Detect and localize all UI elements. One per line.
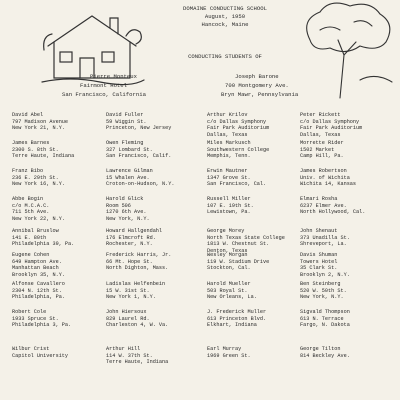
student-address-line: 814 Beckley Ave. (300, 352, 350, 359)
student-name: David Fuller (106, 112, 144, 118)
student-address-line: 1270 6th Ave. (106, 209, 147, 216)
student-address-line: Lewistown, Pa. (207, 209, 251, 216)
page-title: CONDUCTING STUDENTS OF (188, 53, 262, 60)
student-address-line: Denton, Texas (207, 247, 248, 254)
student-address-line: 520 W. 50th St. (300, 287, 347, 294)
student-name: Wilbur Crist (12, 346, 50, 352)
student-address-line: 66 Mt. Hope St. (106, 258, 153, 265)
student-name: Franz Bibo (12, 168, 44, 174)
student-name: Arthur Krilov (207, 112, 248, 118)
teacher-left-city: San Francisco, California (62, 91, 146, 98)
student-address-line: 6237 Elmer Ave. (300, 202, 347, 209)
student-entry (207, 309, 266, 329)
student-address-line: Manhattan Beach (12, 265, 59, 272)
student-address-line: 1813 W. Chestnut St. (207, 241, 270, 248)
student-address-line: Philadelphia, Pa. (12, 294, 65, 301)
student-address-line: Southwestern College (207, 146, 270, 153)
student-entry (106, 252, 171, 272)
student-address-line: Dallas, Texas (207, 131, 248, 138)
student-entry (106, 281, 165, 301)
student-address-line: Fair Park Auditorium (207, 125, 270, 132)
student-entry (300, 346, 350, 359)
student-address-line: c/o M.C.A.C. (12, 202, 50, 209)
student-name: Lawrence Gilman (106, 168, 153, 174)
student-entry (12, 168, 65, 188)
student-address-line: Elkhart, Indiana (207, 322, 257, 329)
place: Hancock, Maine (201, 21, 249, 28)
student-address-line: Philadelphia 3, Pa. (12, 322, 72, 329)
student-address-line: New York 1, N.Y. (106, 294, 156, 301)
student-entry (300, 228, 350, 248)
student-address-line: 236 E. 29th St. (12, 174, 59, 181)
student-entry (300, 168, 356, 188)
student-entry (106, 228, 162, 248)
student-entry (12, 252, 65, 278)
student-address-line: Philadelphia 39, Pa. (12, 241, 75, 248)
student-entry (12, 196, 65, 222)
student-name: Alfonse Cavallero (12, 281, 65, 287)
student-name: John Hiersoux (106, 309, 147, 315)
student-entry (300, 112, 362, 138)
teacher-right-city: Bryn Mawr, Pennsylvania (221, 91, 299, 98)
student-address-line: Wichita 14, Kansas (300, 181, 357, 188)
student-address-line: New York 16, N.Y. (12, 181, 65, 188)
student-entry (207, 281, 257, 301)
student-address-line: 176 Elmcroft Rd. (106, 234, 156, 241)
student-name: Peter Rickett (300, 112, 341, 118)
student-address-line: 1347 Grove St. (207, 174, 251, 181)
student-address-line: Fargo, N. Dakota (300, 322, 350, 329)
student-address-line: Rochester, N.Y. (106, 241, 153, 248)
student-address-line: 35 Clark St. (300, 265, 338, 272)
student-address-line: 1502 Market (300, 146, 335, 153)
student-address-line: Terre Haute, Indiana (106, 359, 169, 366)
student-entry (207, 346, 251, 359)
student-address-line: 114 W. 37th St. (106, 352, 153, 359)
student-address-line: North Texas State College (207, 234, 285, 241)
student-name: George Morey (207, 228, 245, 234)
student-name: James Robertson (300, 168, 347, 174)
student-address-line: Croton-on-Hudson, N.Y. (106, 181, 175, 188)
student-address-line: New Orleans, La. (207, 294, 257, 301)
student-entry (12, 112, 68, 132)
student-address-line: 649 Hampton Ave. (12, 258, 62, 265)
student-name: George Tilton (300, 346, 341, 352)
student-entry (300, 140, 344, 160)
student-address-line: 613 Princeton Blvd. (207, 315, 267, 322)
student-address-line: Capitol University (12, 352, 69, 359)
student-entry (300, 196, 365, 216)
student-address-line: 613 N. Terrace (300, 315, 344, 322)
student-name: James Barnes (12, 140, 50, 146)
student-name: Morrette Rider (300, 140, 344, 146)
student-address-line: New York, N.Y. (300, 294, 344, 301)
student-name: Howard Hallgendahl (106, 228, 163, 234)
student-address-line: 2300 S. 8th St. (12, 146, 59, 153)
student-address-line: c/o Dallas Symphony (207, 118, 267, 125)
student-entry (12, 140, 74, 160)
student-name: Arthur Hill (106, 346, 141, 352)
student-address-line: 15 Whalen Ave. (106, 174, 150, 181)
student-address-line: San Francisco, Calif. (106, 153, 172, 160)
student-entry (106, 309, 168, 329)
student-entry (12, 346, 68, 359)
student-name: Erwin Mautner (207, 168, 248, 174)
student-address-line: Brooklyn 35, N.Y. (12, 271, 65, 278)
student-entry (106, 112, 171, 132)
student-address-line: 15 W. 31st St. (106, 287, 150, 294)
student-address-line: Camp Hill, Pa. (300, 153, 344, 160)
student-name: Harold Mueller (207, 281, 251, 287)
student-entry (207, 168, 266, 188)
student-address-line: Charleston 4, W. Va. (106, 322, 169, 329)
student-address-line: San Francisco, Cal. (207, 181, 267, 188)
student-name: Frederick Harris, Jr. (106, 252, 172, 258)
student-name: Owen Fleming (106, 140, 144, 146)
student-name: Elmari Rosha (300, 196, 338, 202)
student-entry (12, 281, 65, 301)
student-address-line: Room 506 (106, 202, 131, 209)
student-address-line: 829 Laurel Rd. (106, 315, 150, 322)
student-address-line: 2304 N. 12th St. (12, 287, 62, 294)
student-name: Harold Glick (106, 196, 144, 202)
student-name: Miles Markusch (207, 140, 251, 146)
student-entry (300, 309, 350, 329)
tree-sketch-icon (300, 0, 395, 100)
student-address-line: Brooklyn 2, N.Y. (300, 271, 350, 278)
student-address-line: 1969 Green St. (207, 352, 251, 359)
student-address-line: Terre Haute, Indiana (12, 153, 75, 160)
student-entry (300, 281, 347, 301)
student-name: Sigvald Thompson (300, 309, 350, 315)
student-entry (106, 196, 150, 222)
student-name: Eugene Cohen (12, 252, 50, 258)
school-name: DOMAINE CONDUCTING SCHOOL (183, 5, 267, 12)
student-name: Ladislas Helfenbein (106, 281, 166, 287)
student-entry (106, 168, 175, 188)
student-entry (300, 252, 350, 278)
student-entry (207, 112, 269, 138)
student-address-line: 327 Lombard St. (106, 146, 153, 153)
teacher-right-address: 700 Montgomery Ave. (225, 82, 289, 89)
student-address-line: Univ. of Wichita (300, 174, 350, 181)
student-entry (106, 346, 168, 366)
student-name: Annibal Bruslow (12, 228, 59, 234)
date: August, 1950 (204, 13, 246, 20)
teacher-right-name: Joseph Barone (235, 73, 279, 80)
teacher-left-name: Pierre Monteux (90, 73, 137, 80)
student-name: David Abel (12, 112, 44, 118)
student-address-line: Dallas, Texas (300, 131, 341, 138)
student-address-line: Fair Park Auditorium (300, 125, 363, 132)
student-address-line: Princeton, New Jersey (106, 125, 172, 132)
student-address-line: 107 E. 19th St. (207, 202, 254, 209)
student-name: Wesley Morgan (207, 252, 248, 258)
student-address-line: 503 Royal St. (207, 287, 248, 294)
student-name: Abbe Bogin (12, 196, 44, 202)
student-name: Robert Cole (12, 309, 47, 315)
student-name: Russell Miller (207, 196, 251, 202)
student-address-line: Towers Hotel (300, 258, 338, 265)
student-address-line: New York 21, N.Y. (12, 125, 65, 132)
student-name: Earl Murray (207, 346, 242, 352)
student-name: John Shenaut (300, 228, 338, 234)
student-name: Ben Steinberg (300, 281, 341, 287)
student-address-line: 119 W. Stadium Drive (207, 258, 270, 265)
student-address-line: Shreveport, La. (300, 241, 347, 248)
student-address-line: North Hollywood, Cal. (300, 209, 366, 216)
student-address-line: c/o Dallas Symphony (300, 118, 360, 125)
student-address-line: Stockton, Cal. (207, 265, 251, 272)
student-entry (207, 196, 254, 216)
student-address-line: 1933 Spruce St. (12, 315, 59, 322)
student-address-line: New York 22, N.Y. (12, 215, 65, 222)
student-entry (12, 309, 71, 329)
student-address-line: Memphis, Tenn. (207, 153, 251, 160)
student-entry (12, 228, 74, 248)
student-address-line: 141 E. 80th (12, 234, 47, 241)
teacher-left-address: Fairmont Hotel (80, 82, 127, 89)
student-address-line: North Dighton, Mass. (106, 265, 169, 272)
student-name: Davis Shuman (300, 252, 338, 258)
student-entry (106, 140, 171, 160)
student-name: J. Frederick Muller (207, 309, 267, 315)
student-entry (207, 228, 285, 254)
student-address-line: 373 Unadilla St. (300, 234, 350, 241)
student-entry (207, 252, 269, 272)
student-address-line: 797 Madison Avenue (12, 118, 69, 125)
student-address-line: 711 5th Ave. (12, 209, 50, 216)
student-address-line: New York, N.Y. (106, 215, 150, 222)
student-entry (207, 140, 269, 160)
student-address-line: 59 Wiggin St. (106, 118, 147, 125)
